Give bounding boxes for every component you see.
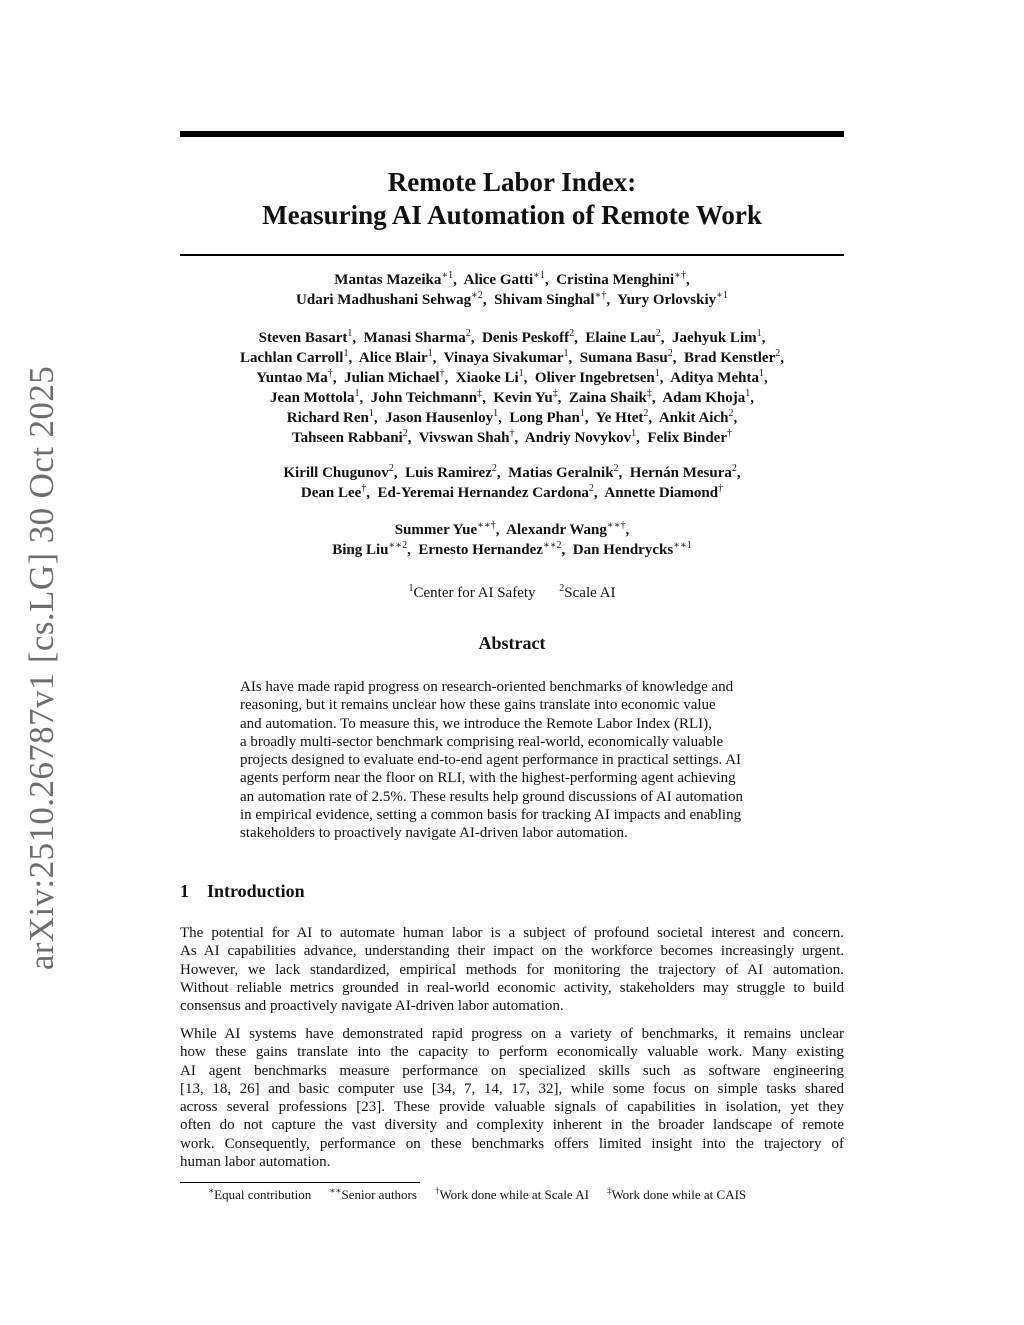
author-affiliation-mark: ‡ [552, 388, 558, 399]
author [394, 465, 497, 481]
footnote [607, 1187, 746, 1202]
author-name: Vivswan Shah [418, 430, 510, 446]
paragraph-line: However, we lack standardized, empirical methods for monitoring the trajectory of AI automation. [180, 961, 844, 978]
author [524, 370, 660, 386]
paragraph-line: often do not capture the vast diversity and complexity inherent in the broader landscape of remote [180, 1117, 844, 1134]
author-affiliation-mark: 1 [368, 408, 374, 419]
author [482, 390, 558, 406]
author [287, 410, 374, 426]
author [352, 330, 470, 346]
author [256, 370, 333, 386]
paragraph-line: While AI systems have demonstrated rapid progress on a variety of benchmarks, it remains unclear [180, 1026, 844, 1042]
author-name: Felix Binder [647, 430, 727, 446]
author-line [180, 520, 844, 540]
author-line [180, 408, 844, 428]
author-affiliation-mark: ∗† [594, 290, 607, 301]
author-name: Vinaya Sivakumar [443, 350, 564, 366]
author-affiliation-mark: 1 [347, 328, 353, 339]
author-name: Dan Hendrycks [572, 542, 674, 558]
paragraph-line: work. Consequently, performance on these benchmarks offers limited insight into the trajectory of [180, 1135, 844, 1152]
author-group [180, 520, 844, 560]
author [444, 370, 523, 386]
footnote [329, 1187, 417, 1202]
author [569, 350, 673, 366]
author-name: Jean Mottola [269, 390, 355, 406]
author [606, 292, 728, 308]
paragraph-line: consensus and proactively navigate AI-driven labor automation. [180, 998, 564, 1015]
author-name: Oliver Ingebretsen [534, 370, 655, 386]
author [259, 330, 353, 346]
paragraph-line: how these gains translate into the capacity to perform economically valuable work. Many existing [180, 1044, 844, 1061]
author [636, 430, 732, 446]
title-line: Remote Labor Index: [387, 167, 637, 197]
footnote-text: Senior authors [341, 1187, 417, 1202]
author-name: Steven Basart [258, 330, 348, 346]
author [498, 410, 585, 426]
author-affiliation-mark: 2 [613, 463, 619, 474]
abstract-line: and automation. To measure this, we introduce the Remote Labor Index (RLI), [240, 715, 712, 732]
arxiv-identifier: arXiv:2510.26787v1 [cs.LG] 30 Oct 2025 [22, 365, 61, 971]
paragraph-line: Without reliable metrics grounded in real-world economic activity, stakeholders may struggle to build [180, 979, 844, 996]
author-affiliation-mark: ‡ [646, 388, 652, 399]
author-name: Adam Khoja [662, 390, 746, 406]
author-affiliation-mark: 1 [745, 388, 751, 399]
abstract-line: an automation rate of 2.5%. These results help ground discussions of AI automation [240, 788, 743, 805]
author [407, 542, 561, 558]
author-name: Xiaoke Li [455, 370, 519, 386]
author-affiliation-mark: 2 [588, 483, 594, 494]
author-affiliation-mark: 2 [655, 328, 661, 339]
affiliations [180, 585, 844, 602]
author [574, 330, 661, 346]
paper-title [180, 166, 844, 232]
affiliation-1: $^1$Center for AI Safety [408, 583, 536, 601]
abstract-heading: Abstract [478, 633, 546, 653]
author-name: Ernesto Hernandez [418, 542, 543, 558]
author-name: Ye Htet [595, 410, 644, 426]
author-line [180, 290, 844, 310]
author-group [180, 328, 844, 448]
author-affiliation-mark: 1 [427, 348, 433, 359]
author-affiliation-mark: 1 [631, 428, 637, 439]
author-affiliation-mark: 1 [758, 368, 764, 379]
author-affiliation-mark: ∗∗1 [673, 540, 692, 551]
author-affiliation-mark: 2 [775, 348, 781, 359]
paragraph-line: AI agent benchmarks measure performance on specialized skills such as software engineering [180, 1062, 844, 1079]
author-name: Mantas Mazeika [334, 272, 442, 288]
abstract-line: agents perform near the floor on RLI, with the highest-performing agent achieving [240, 770, 736, 787]
abstract-line: in empirical evidence, setting a common basis for tracking AI impacts and enabling [240, 807, 742, 824]
author [619, 465, 741, 481]
author [673, 350, 784, 366]
author [661, 330, 766, 346]
author-name: Julian Michael [344, 370, 440, 386]
title-line: Measuring AI Automation of Remote Work [262, 200, 762, 230]
footnote [208, 1187, 311, 1202]
author [497, 465, 619, 481]
author [562, 542, 692, 558]
author-line [180, 328, 844, 348]
author-affiliation-mark: 1 [518, 368, 524, 379]
author-affiliation-mark: 1 [756, 328, 762, 339]
author-name: Shivam Singhal [494, 292, 595, 308]
author-name: Long Phan [509, 410, 580, 426]
author-name: Lachlan Carroll [240, 350, 344, 366]
author-name: Bing Liu [332, 542, 389, 558]
author-affiliation-mark: ∗∗2 [388, 540, 408, 551]
author-line [180, 463, 844, 483]
author-affiliation-mark: ∗† [674, 270, 686, 281]
author-affiliation-mark: 2 [465, 328, 471, 339]
paragraph [180, 924, 844, 1015]
author-affiliation-mark: 1 [579, 408, 585, 419]
author-name: Alexandr Wang [506, 522, 607, 538]
author-affiliation-mark: 2 [643, 408, 649, 419]
author [652, 390, 754, 406]
author-name: Tahseen Rabbani [291, 430, 403, 446]
author-name: Jaehyuk Lim [672, 330, 757, 346]
author-name: Yuntao Ma [256, 370, 328, 386]
author-line [180, 483, 844, 503]
author-affiliation-mark: 2 [731, 463, 737, 474]
author [334, 272, 453, 288]
footnote-text: Equal contribution [214, 1187, 312, 1202]
author [433, 350, 569, 366]
author-name: Richard Ren [286, 410, 369, 426]
footnote [435, 1187, 589, 1202]
title-bottom-rule [180, 254, 844, 256]
author-affiliation-mark: 2 [667, 348, 673, 359]
author-affiliation-mark: ∗∗2 [542, 540, 562, 551]
author [292, 430, 408, 446]
author-affiliation-mark: 2 [569, 328, 575, 339]
author [483, 292, 607, 308]
author-affiliation-mark: † [361, 483, 367, 494]
author-name: Ed-Yeremai Hernandez Cardona [377, 485, 589, 501]
author-name: Elaine Lau [585, 330, 656, 346]
author-name: Zaina Shaik [568, 390, 647, 406]
author-line [180, 428, 844, 448]
author-affiliation-mark: 1 [493, 408, 499, 419]
footnote-rule [180, 1182, 420, 1183]
author [594, 485, 723, 501]
author-affiliation-mark: ∗1 [716, 290, 728, 301]
abstract-body [240, 678, 784, 843]
author-line [180, 388, 844, 408]
author-name: Cristina Menghini [556, 272, 675, 288]
author [453, 272, 545, 288]
author-name: Dean Lee [300, 485, 362, 501]
author [496, 522, 630, 538]
author-name: John Teichmann [370, 390, 478, 406]
author-name: Manasi Sharma [363, 330, 466, 346]
footnote-mark: ‡ [606, 1185, 612, 1196]
author [283, 465, 393, 481]
author-affiliation-mark: 2 [491, 463, 497, 474]
author-affiliation-mark: † [718, 483, 724, 494]
author-line [180, 270, 844, 290]
author-name: Andriy Novykov [524, 430, 632, 446]
author-affiliation-mark: 1 [354, 388, 360, 399]
affiliation-2: $^2$Scale AI [559, 583, 616, 601]
author-affiliation-mark: ‡ [477, 388, 483, 399]
author-name: Kirill Chugunov [283, 465, 389, 481]
author-affiliation-mark: ∗∗† [606, 520, 626, 531]
abstract-line: stakeholders to proactively navigate AI-driven labor automation. [240, 825, 628, 842]
author-name: Yury Orlovskiy [617, 292, 717, 308]
paragraph-line: The potential for AI to automate human labor is a subject of profound societal interest and concern. [180, 925, 844, 941]
author-line [180, 348, 844, 368]
abstract-line: a broadly multi-sector benchmark comprising real-world, economically valuable [240, 733, 724, 750]
author-affiliation-mark: 2 [388, 463, 394, 474]
author-name: Hernán Mesura [629, 465, 732, 481]
author-affiliation-mark: ∗1 [533, 270, 545, 281]
author [360, 390, 483, 406]
author [585, 410, 649, 426]
author [660, 370, 768, 386]
author [296, 292, 483, 308]
author-name: Brad Kenstler [684, 350, 776, 366]
author-affiliation-mark: ∗∗† [477, 520, 496, 531]
author-name: Alice Gatti [463, 272, 534, 288]
paragraph-line: [13, 18, 26] and basic computer use [34, 7, 14, 17, 32], while some focus on simple tasks shared [180, 1080, 844, 1097]
author [333, 370, 445, 386]
author [545, 272, 690, 288]
author-name: Alice Blair [358, 350, 428, 366]
title-top-rule [180, 131, 844, 137]
author-affiliation-mark: 1 [343, 348, 349, 359]
author [648, 410, 737, 426]
footnote-mark: † [434, 1185, 440, 1196]
paragraph-line: As AI capabilities advance, understanding their impact on the workforce becomes increasingly urgent. [180, 943, 844, 960]
abstract-line: AIs have made rapid progress on research-oriented benchmarks of knowledge and [240, 679, 734, 695]
author-name: Jason Hausenloy [385, 410, 494, 426]
footnotes [208, 1187, 764, 1203]
author-affiliation-mark: 2 [402, 428, 408, 439]
author-affiliation-mark: ∗1 [441, 270, 454, 281]
paragraph-line: human labor automation. [180, 1154, 331, 1171]
author-affiliation-mark: 1 [563, 348, 569, 359]
paragraph-line: across several professions [23]. These provide valuable signals of capabilities in isolation, yet they [180, 1099, 844, 1116]
author [366, 485, 594, 501]
section-number: 1 [180, 881, 189, 901]
author [332, 542, 407, 558]
author-affiliation-mark: 2 [728, 408, 734, 419]
author [301, 485, 366, 501]
author-group [180, 270, 844, 310]
author [348, 350, 432, 366]
author [408, 430, 515, 446]
section-heading [180, 881, 305, 902]
author-name: Annette Diamond [604, 485, 719, 501]
author-affiliation-mark: † [327, 368, 333, 379]
author [374, 410, 498, 426]
author-name: Summer Yue [394, 522, 478, 538]
author-name: Ankit Aich [658, 410, 729, 426]
author [471, 330, 574, 346]
footnote-mark: ∗ [208, 1185, 215, 1196]
author-name: Aditya Mehta [670, 370, 759, 386]
abstract-line: projects designed to evaluate end-to-end agent performance in practical settings. AI [240, 752, 742, 769]
author [514, 430, 636, 446]
abstract-line: reasoning, but it remains unclear how these gains translate into economic value [240, 697, 716, 714]
author-line [180, 368, 844, 388]
author-name: Udari Madhushani Sehwag [296, 292, 472, 308]
author-name: Sumana Basu [579, 350, 668, 366]
paragraph [180, 1025, 844, 1171]
author [558, 390, 652, 406]
author [240, 350, 348, 366]
author-name: Kevin Yu [493, 390, 553, 406]
footnote-text: Work done while at CAIS [611, 1187, 747, 1202]
author-name: Denis Peskoff [481, 330, 570, 346]
footnote-mark: ∗∗ [329, 1185, 342, 1196]
author-name: Matias Geralnik [508, 465, 614, 481]
author-group [180, 463, 844, 503]
author-name: Luis Ramirez [405, 465, 492, 481]
author-affiliation-mark: † [727, 428, 732, 439]
author-affiliation-mark: † [439, 368, 445, 379]
author [270, 390, 360, 406]
footnote-text: Work done while at Scale AI [439, 1187, 589, 1202]
author [395, 522, 496, 538]
author-affiliation-mark: † [509, 428, 515, 439]
section-title: Introduction [207, 881, 305, 901]
author-line [180, 540, 844, 560]
author-affiliation-mark: ∗2 [471, 290, 483, 301]
author-affiliation-mark: 1 [654, 368, 660, 379]
